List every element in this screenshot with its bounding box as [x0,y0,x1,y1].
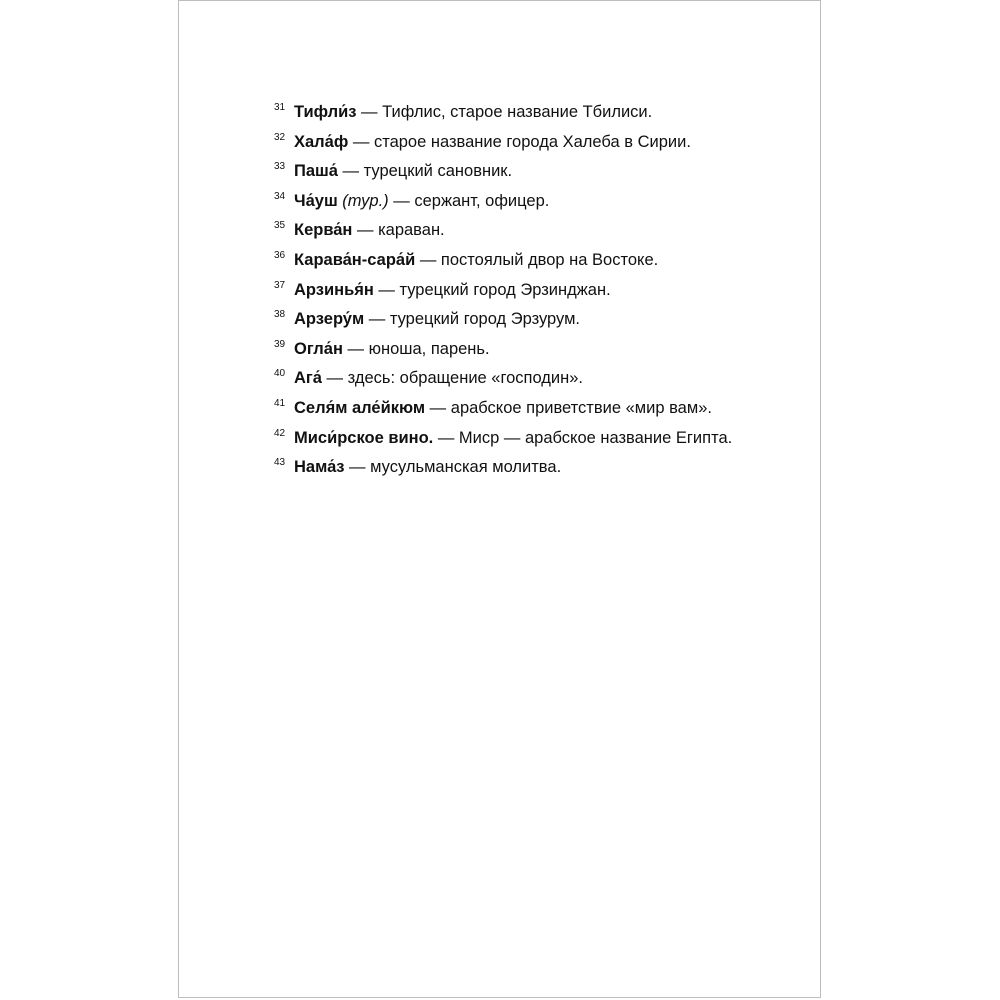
footnote-number: 41 [274,397,286,409]
footnote [274,364,794,394]
footnote-definition: — Тифлис, старое название Тбилиси. [356,103,653,121]
footnote-number: 40 [274,368,286,380]
footnote-number: 34 [274,190,286,202]
footnote-number: 33 [274,161,286,173]
footnote-definition: — сержант, офицер. [388,191,550,210]
footnote-definition: — юноша, парень. [342,339,490,358]
footnote-term: Арзинья́н [294,280,374,299]
footnote-term: Селя́м але́йкюм [294,398,426,417]
footnote [274,98,794,128]
footnote-number: 35 [274,220,286,232]
book-page [178,0,821,998]
footnote-term: Ага́ [294,369,322,388]
footnote-number: 42 [274,427,286,439]
footnote [274,128,794,158]
footnote-definition: — турецкий сановник. [337,162,513,181]
footnote [274,394,794,424]
footnote [274,246,794,276]
footnote [274,335,794,365]
footnote-term: Хала́ф [294,132,349,151]
footnote-number: 37 [274,279,286,291]
footnote [274,187,794,217]
footnote-number: 31 [274,102,286,113]
footnote-number: 43 [274,457,286,469]
footnote-number: 38 [274,309,286,321]
footnote [274,305,794,335]
footnote-definition: — арабское приветствие «мир вам». [425,398,712,417]
footnote-number: 32 [274,131,286,143]
footnote [274,424,794,454]
footnote-term: Тифли́з [294,103,357,121]
footnote [274,276,794,306]
footnote-term: Ча́уш [294,191,338,210]
footnote-definition: — турецкий город Эрзурум. [364,310,581,329]
footnote-term: Нама́з [294,458,345,477]
footnote-term: Миси́рское вино. [294,428,434,447]
footnote-term: Карава́н-сара́й [294,250,416,269]
footnote-term: Керва́н [294,221,353,240]
footnote [274,157,794,187]
footnote-term: Паша́ [294,162,338,181]
footnotes-list [274,98,794,483]
footnote-definition: — караван. [352,221,445,240]
footnote-definition: — здесь: обращение «господин». [321,369,584,388]
footnote-definition: — турецкий город Эрзинджан. [373,280,611,299]
footnote-definition: — мусульманская молитва. [344,458,562,477]
footnote-definition: — старое название города Халеба в Сирии. [348,132,691,151]
footnote-grammar-note: (тур.) [337,191,389,210]
footnote-term: Огла́н [294,339,343,358]
footnote-term: Арзеру́м [294,310,365,329]
footnote-definition: — постоялый двор на Востоке. [415,250,659,269]
footnote-number: 39 [274,338,286,350]
footnote [274,216,794,246]
footnote-number: 36 [274,249,286,261]
footnote-definition: — Миср — арабское название Египта. [433,428,733,447]
footnote [274,453,794,483]
